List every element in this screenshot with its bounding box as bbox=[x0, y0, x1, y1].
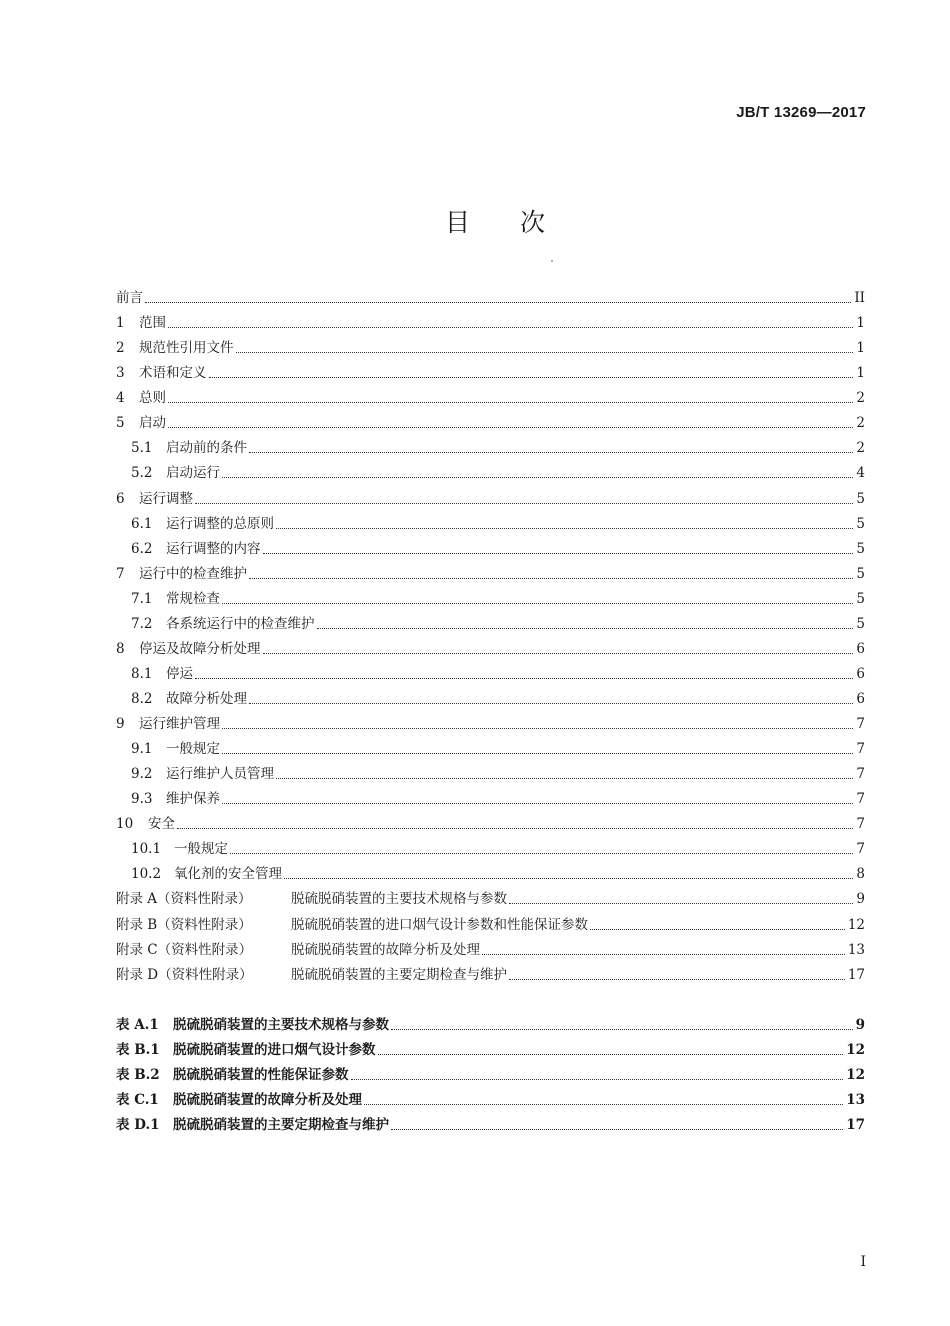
entry-number: 10 bbox=[116, 816, 134, 832]
entry-title: 启动前的条件 bbox=[166, 440, 247, 456]
entry-title: 一般规定 bbox=[174, 841, 228, 857]
dot-leader bbox=[364, 1104, 843, 1105]
table-list-entry[interactable] bbox=[116, 1062, 865, 1084]
dot-leader bbox=[145, 302, 851, 303]
toc-entry[interactable] bbox=[131, 661, 865, 683]
entry-number: 5 bbox=[116, 415, 125, 431]
toc-entry[interactable] bbox=[116, 811, 865, 833]
entry-title: 前言 bbox=[116, 290, 143, 306]
entry-page-number: 1 bbox=[856, 365, 865, 381]
entry-page-number: 8 bbox=[856, 866, 865, 882]
toc-entry[interactable] bbox=[131, 836, 865, 858]
entry-title: 总则 bbox=[139, 390, 166, 406]
dot-leader bbox=[391, 1029, 853, 1030]
entry-number: 表 B.1 bbox=[116, 1042, 160, 1058]
entry-page-number: 7 bbox=[856, 741, 865, 757]
entry-number: 附录 A（资料性附录） bbox=[116, 891, 252, 907]
entry-number: 1 bbox=[116, 315, 125, 331]
entry-page-number: 1 bbox=[856, 340, 865, 356]
entry-page-number: 13 bbox=[846, 1092, 865, 1108]
entry-page-number: 5 bbox=[856, 491, 865, 507]
page-number: I bbox=[860, 1254, 866, 1270]
toc-entry[interactable] bbox=[116, 711, 865, 733]
entry-page-number: 12 bbox=[846, 1042, 865, 1058]
entry-title: 脱硫脱硝装置的性能保证参数 bbox=[173, 1067, 349, 1083]
dot-leader bbox=[317, 628, 854, 629]
standard-number: JB/T 13269—2017 bbox=[736, 104, 866, 121]
dot-leader bbox=[249, 703, 853, 704]
toc-entry[interactable] bbox=[116, 486, 865, 508]
toc-entry[interactable] bbox=[131, 536, 865, 558]
toc-entry[interactable] bbox=[116, 636, 865, 658]
dot-leader bbox=[378, 1054, 844, 1055]
page-title-char-1: 目 bbox=[444, 208, 470, 237]
dot-leader bbox=[177, 828, 853, 829]
entry-title: 启动运行 bbox=[166, 465, 220, 481]
entry-number: 9 bbox=[116, 716, 125, 732]
entry-number: 6.1 bbox=[131, 516, 153, 532]
entry-title: 运行维护人员管理 bbox=[166, 766, 274, 782]
entry-page-number: 4 bbox=[856, 465, 865, 481]
dot-leader bbox=[222, 728, 853, 729]
entry-number: 附录 C（资料性附录） bbox=[116, 942, 253, 958]
entry-title: 启动 bbox=[139, 415, 166, 431]
dot-leader bbox=[222, 803, 853, 804]
entry-title: 故障分析处理 bbox=[166, 691, 247, 707]
dot-leader bbox=[168, 327, 853, 328]
entry-page-number: 9 bbox=[855, 1017, 865, 1033]
entry-number: 附录 D（资料性附录） bbox=[116, 967, 253, 983]
entry-number: 表 D.1 bbox=[116, 1117, 160, 1133]
toc-entry[interactable] bbox=[116, 937, 865, 959]
entry-title: 范围 bbox=[139, 315, 166, 331]
entry-page-number: 6 bbox=[856, 666, 865, 682]
entry-page-number: 1 bbox=[856, 315, 865, 331]
dot-leader bbox=[168, 427, 853, 428]
entry-number: 5.2 bbox=[131, 465, 153, 481]
scan-speck bbox=[551, 260, 553, 262]
toc-entry[interactable] bbox=[131, 511, 865, 533]
entry-page-number: 9 bbox=[856, 891, 865, 907]
table-list-entry[interactable] bbox=[116, 1012, 865, 1034]
entry-page-number: 5 bbox=[856, 591, 865, 607]
entry-number: 5.1 bbox=[131, 440, 153, 456]
entry-page-number: 6 bbox=[856, 691, 865, 707]
dot-leader bbox=[263, 553, 854, 554]
entry-number: 附录 B（资料性附录） bbox=[116, 917, 252, 933]
entry-title: 运行中的检查维护 bbox=[139, 566, 247, 582]
dot-leader bbox=[195, 503, 853, 504]
entry-number: 8.1 bbox=[131, 666, 153, 682]
entry-number: 表 A.1 bbox=[116, 1017, 159, 1033]
entry-page-number: 7 bbox=[856, 766, 865, 782]
toc-entry[interactable] bbox=[131, 786, 865, 808]
entry-number: 4 bbox=[116, 390, 125, 406]
entry-page-number: II bbox=[854, 290, 865, 306]
entry-title: 氧化剂的安全管理 bbox=[174, 866, 282, 882]
dot-leader bbox=[263, 653, 854, 654]
entry-title: 术语和定义 bbox=[139, 365, 207, 381]
dot-leader bbox=[509, 979, 845, 980]
dot-leader bbox=[168, 402, 853, 403]
toc-entry[interactable] bbox=[116, 962, 865, 984]
entry-number: 9.2 bbox=[131, 766, 153, 782]
entry-title: 脱硫脱硝装置的主要技术规格与参数 bbox=[173, 1017, 389, 1033]
dot-leader bbox=[209, 377, 854, 378]
dot-leader bbox=[351, 1079, 844, 1080]
entry-page-number: 5 bbox=[856, 516, 865, 532]
entry-page-number: 7 bbox=[856, 791, 865, 807]
entry-page-number: 2 bbox=[856, 440, 865, 456]
dot-leader bbox=[222, 603, 853, 604]
toc-entry[interactable] bbox=[116, 285, 865, 307]
table-list-entry[interactable] bbox=[116, 1112, 865, 1134]
toc-entry[interactable] bbox=[131, 586, 865, 608]
entry-number: 表 C.1 bbox=[116, 1092, 159, 1108]
entry-number: 9.3 bbox=[131, 791, 153, 807]
entry-title: 脱硫脱硝装置的主要技术规格与参数 bbox=[291, 891, 507, 907]
toc-entry[interactable] bbox=[116, 310, 865, 332]
entry-title: 停运及故障分析处理 bbox=[139, 641, 261, 657]
toc-entry[interactable] bbox=[116, 561, 865, 583]
entry-title: 运行调整的内容 bbox=[166, 541, 261, 557]
entry-title: 停运 bbox=[166, 666, 193, 682]
entry-title: 运行调整 bbox=[139, 491, 193, 507]
toc-entry[interactable] bbox=[116, 912, 865, 934]
entry-number: 2 bbox=[116, 340, 125, 356]
entry-number: 10.2 bbox=[131, 866, 162, 882]
entry-number: 8 bbox=[116, 641, 125, 657]
entry-page-number: 17 bbox=[847, 967, 865, 983]
toc-entry[interactable] bbox=[131, 686, 865, 708]
entry-title: 脱硫脱硝装置的主要定期检查与维护 bbox=[291, 967, 507, 983]
dot-leader bbox=[222, 753, 853, 754]
toc-entry[interactable] bbox=[131, 435, 865, 457]
toc-entry[interactable] bbox=[131, 736, 865, 758]
table-list-entry[interactable] bbox=[116, 1087, 865, 1109]
toc-entry[interactable] bbox=[116, 410, 865, 432]
entry-number: 7.2 bbox=[131, 616, 153, 632]
toc-entry[interactable] bbox=[131, 861, 865, 883]
toc-entry[interactable] bbox=[131, 460, 865, 482]
entry-title: 规范性引用文件 bbox=[139, 340, 234, 356]
entry-number: 表 B.2 bbox=[116, 1067, 160, 1083]
entry-title: 运行调整的总原则 bbox=[166, 516, 274, 532]
entry-page-number: 2 bbox=[856, 415, 865, 431]
entry-number: 6.2 bbox=[131, 541, 153, 557]
table-list-entry[interactable] bbox=[116, 1037, 865, 1059]
entry-title: 一般规定 bbox=[166, 741, 220, 757]
entry-title: 常规检查 bbox=[166, 591, 220, 607]
entry-page-number: 17 bbox=[846, 1117, 865, 1133]
entry-number: 7.1 bbox=[131, 591, 153, 607]
entry-page-number: 5 bbox=[856, 541, 865, 557]
page-title bbox=[0, 203, 950, 239]
dot-leader bbox=[276, 528, 853, 529]
entry-title: 运行维护管理 bbox=[139, 716, 220, 732]
entry-number: 8.2 bbox=[131, 691, 153, 707]
dot-leader bbox=[391, 1129, 843, 1130]
entry-title: 维护保养 bbox=[166, 791, 220, 807]
dot-leader bbox=[236, 352, 854, 353]
entry-number: 10.1 bbox=[131, 841, 162, 857]
entry-page-number: 7 bbox=[856, 816, 865, 832]
dot-leader bbox=[590, 929, 845, 930]
dot-leader bbox=[249, 578, 853, 579]
dot-leader bbox=[195, 678, 853, 679]
toc-entry[interactable] bbox=[116, 335, 865, 357]
entry-title: 各系统运行中的检查维护 bbox=[166, 616, 315, 632]
toc-entry[interactable] bbox=[131, 761, 865, 783]
toc-entry[interactable] bbox=[116, 886, 865, 908]
dot-leader bbox=[230, 853, 853, 854]
entry-page-number: 5 bbox=[856, 616, 865, 632]
entry-title: 脱硫脱硝装置的故障分析及处理 bbox=[173, 1092, 362, 1108]
entry-title: 脱硫脱硝装置的主要定期检查与维护 bbox=[173, 1117, 389, 1133]
entry-page-number: 12 bbox=[847, 917, 865, 933]
entry-title: 脱硫脱硝装置的故障分析及处理 bbox=[291, 942, 480, 958]
dot-leader bbox=[509, 903, 853, 904]
entry-title: 脱硫脱硝装置的进口烟气设计参数和性能保证参数 bbox=[291, 917, 588, 933]
dot-leader bbox=[482, 954, 845, 955]
entry-page-number: 7 bbox=[856, 841, 865, 857]
dot-leader bbox=[276, 778, 853, 779]
entry-page-number: 13 bbox=[847, 942, 865, 958]
entry-page-number: 2 bbox=[856, 390, 865, 406]
entry-number: 7 bbox=[116, 566, 125, 582]
entry-number: 9.1 bbox=[131, 741, 153, 757]
entry-number: 3 bbox=[116, 365, 125, 381]
dot-leader bbox=[222, 477, 853, 478]
dot-leader bbox=[249, 452, 853, 453]
entry-page-number: 12 bbox=[846, 1067, 865, 1083]
entry-page-number: 5 bbox=[856, 566, 865, 582]
entry-number: 6 bbox=[116, 491, 125, 507]
dot-leader bbox=[284, 878, 853, 879]
toc-entry[interactable] bbox=[116, 360, 865, 382]
entry-page-number: 6 bbox=[856, 641, 865, 657]
entry-title: 安全 bbox=[148, 816, 175, 832]
toc-entry[interactable] bbox=[131, 611, 865, 633]
entry-title: 脱硫脱硝装置的进口烟气设计参数 bbox=[173, 1042, 376, 1058]
toc-entry[interactable] bbox=[116, 385, 865, 407]
page-title-char-2: 次 bbox=[520, 208, 546, 237]
entry-page-number: 7 bbox=[856, 716, 865, 732]
